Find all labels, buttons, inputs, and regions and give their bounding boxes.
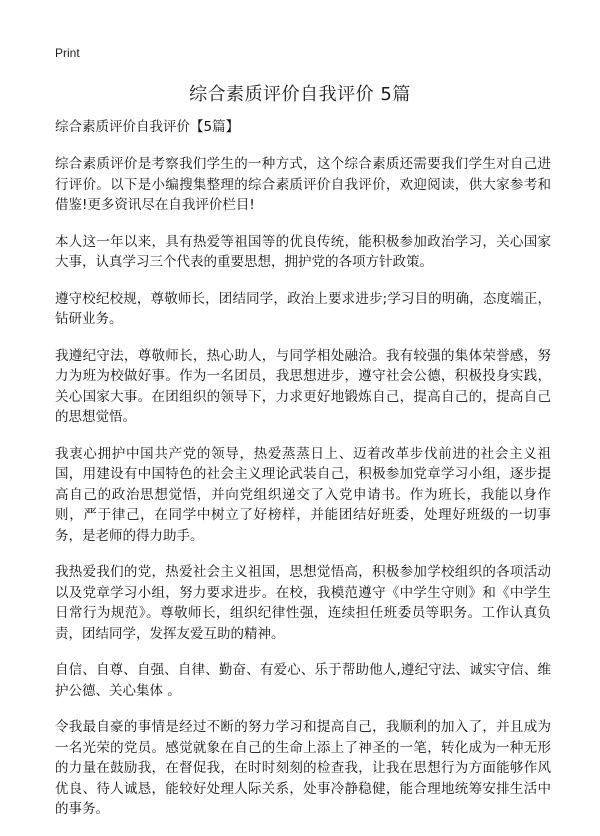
paragraph-intro: 综合素质评价是考察我们学生的一种方式，这个综合素质还需要我们学生对自己进行评价。以下是小编搜集整理的综合素质评价自我评价，欢迎阅读，供大家参考和借鉴!更多资讯尽在自我评价栏目!	[55, 156, 551, 213]
article-body	[55, 118, 551, 836]
print-label: Print	[55, 46, 80, 60]
paragraph-8: 令我最自豪的事情是经过不断的努力学习和提高自己，我顺利的加入了，并且成为一名光荣的党员。感觉就象在自己的生命上添上了神圣的一笔，转化成为一种无形的力量在鼓励我，在督促我，在时时刻刻的检查我，让我在思想行为方面能够作风优良、待人诚恳，能较好处理人际关系，处事冷静稳健，能合理地统筹安排生活中的事务。	[55, 719, 551, 817]
paragraph-3: 遵守校纪校规，尊敬师长，团结同学，政治上要求进步;学习目的明确，态度端正，钻研业务。	[55, 290, 551, 327]
paragraph-5: 我衷心拥护中国共产党的领导，热爱蒸蒸日上、迈着改革步伐前进的社会主义祖国，用建设有中国特色的社会主义理论武装自己，积极参加党章学习小组，逐步提高自己的政治思想觉悟，并向党组织递交了入党申请书。作为班长，我能以身作则，严于律己，在同学中树立了好榜样，并能团结好班委，处理好班级的一切事务，是老师的得力助手。	[55, 445, 551, 544]
paragraph-6: 我热爱我们的党，热爱社会主义祖国，思想觉悟高，积极参加学校组织的各项活动以及党章学习小组，努力要求进步。在校，我模范遵守《中学生守则》和《中学生日常行为规范》。尊敬师长，组织纪律性强，连续担任班委员等职务。工作认真负责，团结同学，发挥友爱互助的精神。	[55, 564, 551, 642]
article-subtitle: 综合素质评价自我评价【5篇】	[55, 119, 240, 135]
page-title: 综合素质评价自我评价 5篇	[189, 84, 411, 105]
paragraph-7: 自信、自尊、自强、自律、勤奋、有爱心、乐于帮助他人,遵纪守法、诚实守信、维护公德、关心集体 。	[55, 662, 551, 699]
paragraph-4: 我遵纪守法，尊敬师长，热心助人，与同学相处融洽。我有较强的集体荣誉感，努力为班为校做好事。作为一名团员，我思想进步，遵守社会公德，积极投身实践，关心国家大事。在团组织的领导下，力求更好地锻炼自己，提高自己的，提高自己的思想觉悟。	[55, 347, 551, 425]
paragraph-2: 本人这一年以来，具有热爱等祖国等的优良传统，能积极参加政治学习，关心国家大事，认真学习三个代表的重要思想，拥护党的各项方针政策。	[55, 233, 551, 270]
